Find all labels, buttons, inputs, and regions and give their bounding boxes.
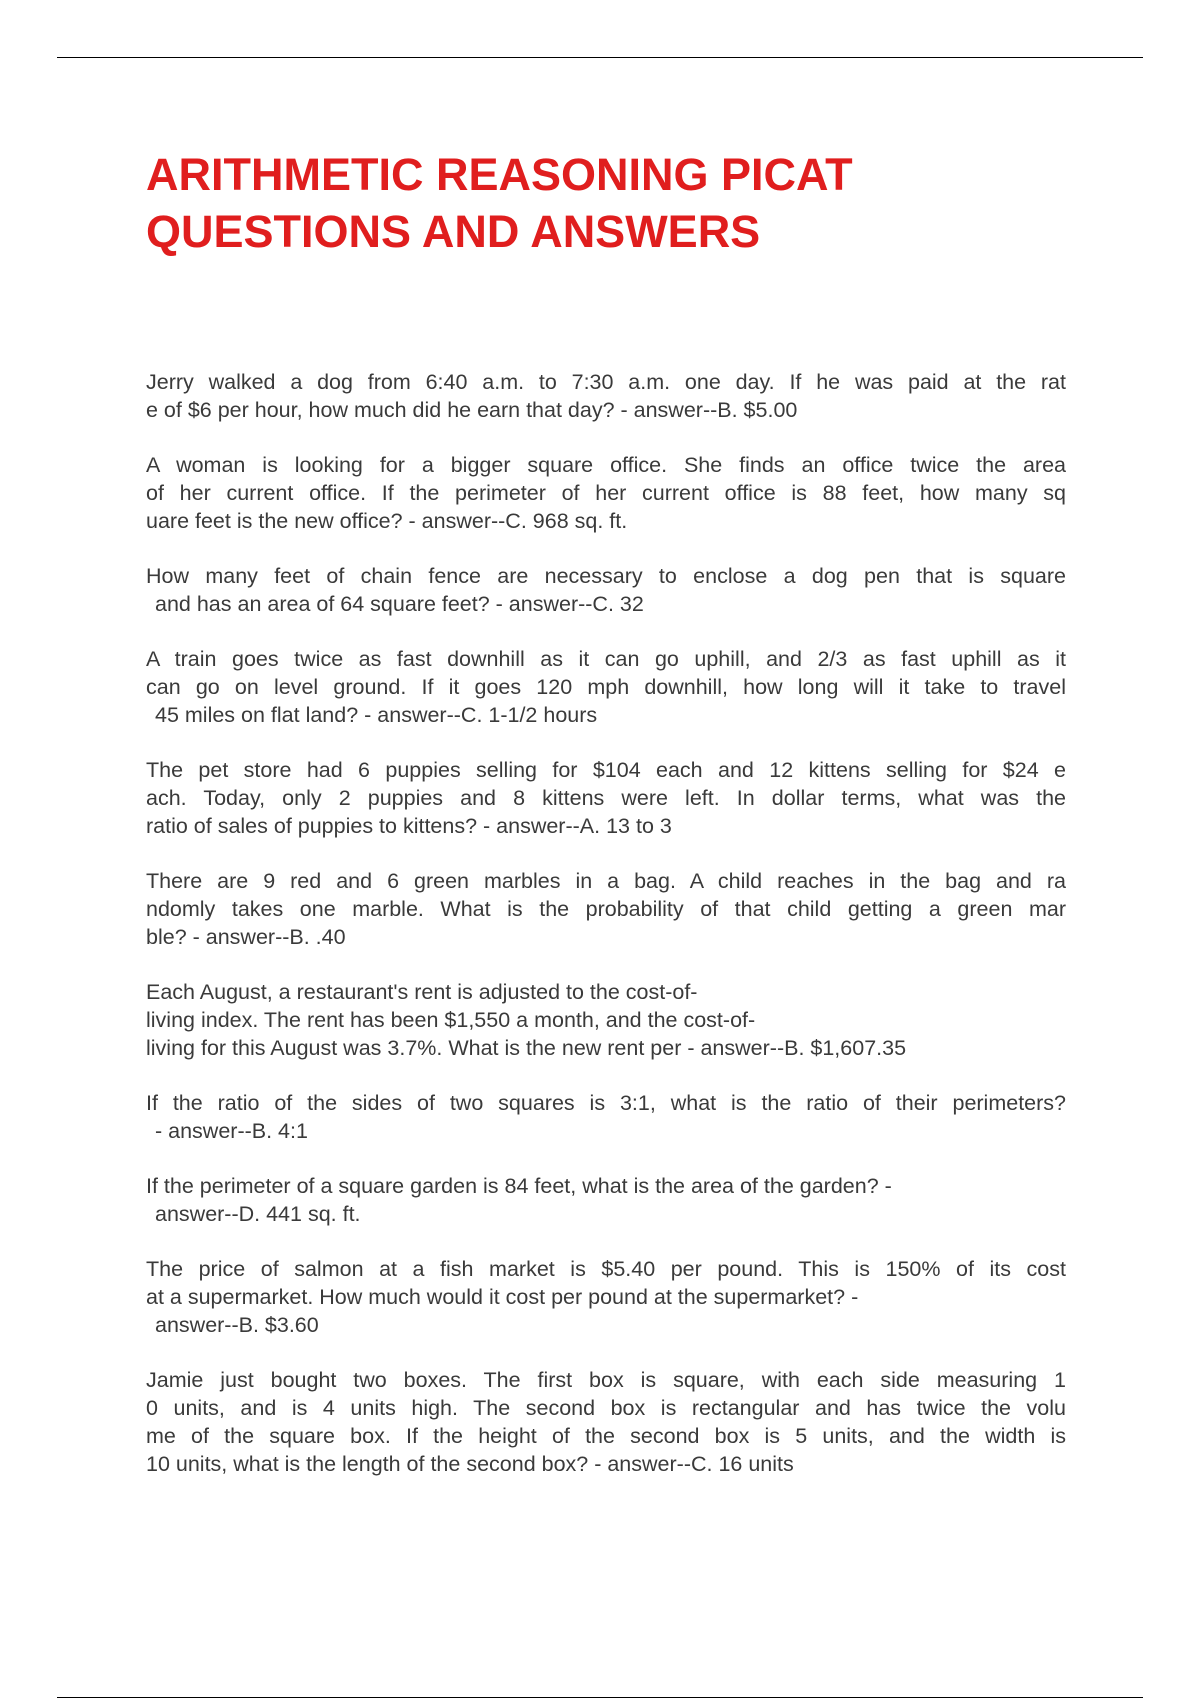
- qa-line: at a supermarket. How much would it cost per pound at the supermarket? -: [146, 1285, 859, 1309]
- qa-line: There are 9 red and 6 green marbles in a bag. A child reaches in the bag and ra: [146, 869, 1066, 893]
- qa-item: [146, 756, 1066, 840]
- qa-line: living for this August was 3.7%. What is the new rent per - answer--B. $1,607.35: [146, 1036, 907, 1060]
- qa-line: ratio of sales of puppies to kittens? - answer--A. 13 to 3: [146, 814, 672, 838]
- qa-line: The price of salmon at a fish market is $5.40 per pound. This is 150% of its cost: [146, 1257, 1066, 1281]
- qa-line: ach. Today, only 2 puppies and 8 kittens were left. In dollar terms, what was the: [146, 786, 1066, 810]
- qa-item: [146, 978, 1066, 1062]
- qa-line: of her current office. If the perimeter of her current office is 88 feet, how many sq: [146, 481, 1066, 505]
- qa-line: A train goes twice as fast downhill as it can go uphill, and 2/3 as fast uphill as it: [146, 647, 1066, 671]
- qa-line: answer--B. $3.60: [155, 1313, 319, 1337]
- qa-line: Jerry walked a dog from 6:40 a.m. to 7:30 a.m. one day. If he was paid at the rat: [146, 370, 1066, 394]
- qa-line: Jamie just bought two boxes. The first box is square, with each side measuring 1: [146, 1368, 1066, 1392]
- qa-item: [146, 1172, 1066, 1228]
- qa-line: If the perimeter of a square garden is 84 feet, what is the area of the garden? -: [146, 1174, 892, 1198]
- qa-line: 0 units, and is 4 units high. The second box is rectangular and has twice the volu: [146, 1396, 1066, 1420]
- qa-item: [146, 1366, 1066, 1478]
- qa-line: 45 miles on flat land? - answer--C. 1-1/2 hours: [155, 703, 598, 727]
- qa-line: 10 units, what is the length of the second box? - answer--C. 16 units: [146, 1452, 794, 1476]
- qa-line: A woman is looking for a bigger square office. She finds an office twice the area: [146, 453, 1066, 477]
- qa-item: [146, 1255, 1066, 1339]
- qa-line: The pet store had 6 puppies selling for $104 each and 12 kittens selling for $24 e: [146, 758, 1066, 782]
- qa-line: - answer--B. 4:1: [155, 1119, 308, 1143]
- title-line: ARITHMETIC REASONING PICAT: [146, 149, 853, 200]
- page-title: [146, 146, 1076, 260]
- qa-item: [146, 1089, 1066, 1145]
- qa-item: [146, 451, 1066, 535]
- qa-line: ble? - answer--B. .40: [146, 925, 346, 949]
- bottom-divider: [57, 1697, 1143, 1698]
- qa-line: uare feet is the new office? - answer--C. 968 sq. ft.: [146, 509, 628, 533]
- qa-line: answer--D. 441 sq. ft.: [155, 1202, 361, 1226]
- qa-item: [146, 368, 1066, 424]
- qa-item: [146, 645, 1066, 729]
- qa-list: [146, 368, 1066, 1505]
- top-divider: [57, 57, 1143, 58]
- title-line: QUESTIONS AND ANSWERS: [146, 206, 761, 257]
- qa-line: If the ratio of the sides of two squares is 3:1, what is the ratio of their perimeters?: [146, 1091, 1066, 1115]
- qa-line: living index. The rent has been $1,550 a month, and the cost-of-: [146, 1008, 756, 1032]
- qa-line: me of the square box. If the height of the second box is 5 units, and the width is: [146, 1424, 1066, 1448]
- qa-line: How many feet of chain fence are necessary to enclose a dog pen that is square: [146, 564, 1066, 588]
- qa-line: Each August, a restaurant's rent is adjusted to the cost-of-: [146, 980, 698, 1004]
- qa-item: [146, 562, 1066, 618]
- qa-item: [146, 867, 1066, 951]
- qa-line: e of $6 per hour, how much did he earn that day? - answer--B. $5.00: [146, 398, 798, 422]
- qa-line: can go on level ground. If it goes 120 mph downhill, how long will it take to travel: [146, 675, 1066, 699]
- qa-line: ndomly takes one marble. What is the probability of that child getting a green mar: [146, 897, 1066, 921]
- qa-line: and has an area of 64 square feet? - answer--C. 32: [155, 592, 644, 616]
